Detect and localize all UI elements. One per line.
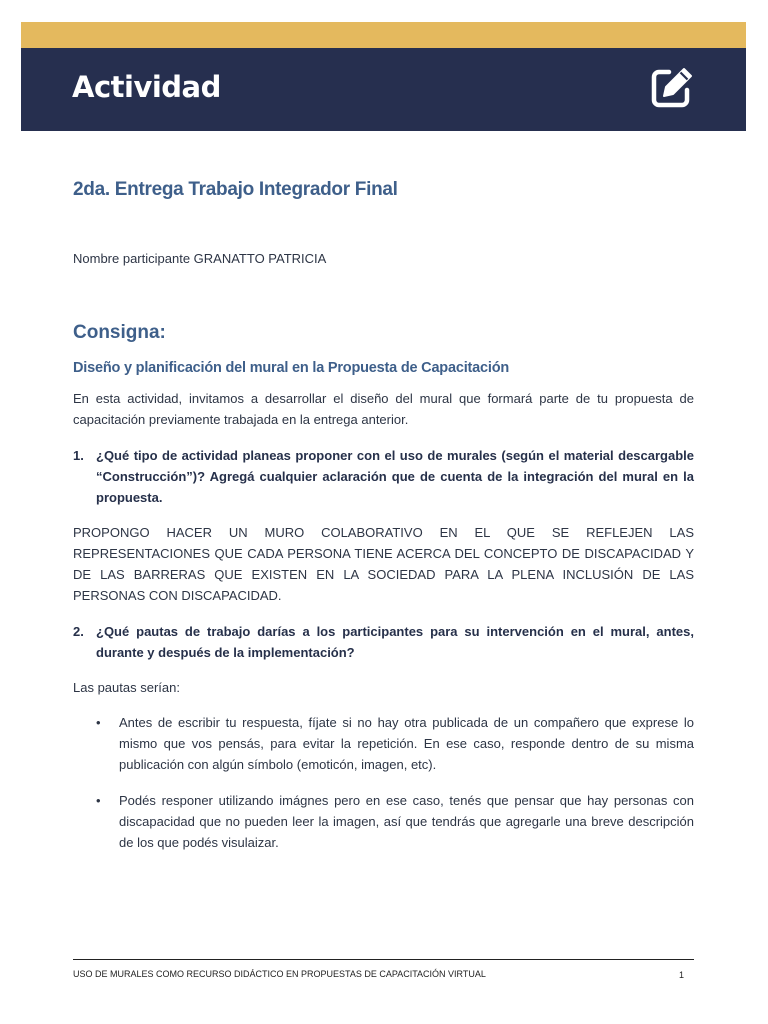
list-item: [96, 790, 694, 853]
page-number: 1: [679, 970, 685, 980]
answer-intro: Las pautas serían:: [73, 680, 180, 695]
document-title: 2da. Entrega Trabajo Integrador Final: [73, 179, 398, 200]
list-item-text: Antes de escribir tu respuesta, fíjate si no hay otra publicada de un compañero que exprese lo mismo que vos pensás, para evitar la repetición. En ese caso, responde dentro de su misma publicación con algún símbolo (emoticón, imagen, etc).: [119, 715, 694, 772]
bullet-icon: •: [96, 793, 101, 808]
participant-name: Nombre participante GRANATTO PATRICIA: [73, 251, 327, 266]
question-text: ¿Qué tipo de actividad planeas proponer con el uso de murales (según el material descargable “Construcción”)? Agregá cualquier aclaración que de cuenta de la integración del mural en la propuesta.: [96, 448, 694, 505]
intro-paragraph: En esta actividad, invitamos a desarrollar el diseño del mural que formará parte de tu propuesta de capacitación previamente trabajada en la entrega anterior.: [73, 391, 694, 427]
question-item: [73, 621, 694, 663]
question-number: 2.: [73, 624, 84, 639]
header-banner: [21, 48, 746, 131]
question-text: ¿Qué pautas de trabajo darías a los participantes para su intervención en el mural, antes, durante y después de la implementación?: [96, 624, 694, 660]
edit-icon: [647, 64, 695, 112]
consigna-heading: Consigna:: [73, 322, 166, 343]
answer-paragraph: PROPONGO HACER UN MURO COLABORATIVO EN EL QUE SE REFLEJEN LAS REPRESENTACIONES QUE CADA PERSONA TIENE ACERCA DEL CONCEPTO DE DISCAPACIDAD Y DE LAS BARRERAS QUE EXISTEN EN LA SOCIEDAD PARA LA PLENA INCLUSIÓN DE LAS PERSONAS CON DISCAPACIDAD.: [73, 525, 694, 603]
bullet-icon: •: [96, 715, 101, 730]
header-accent-stripe: [21, 22, 746, 48]
question-item: [73, 445, 694, 508]
footer-divider: [73, 959, 694, 960]
list-item: [96, 712, 694, 775]
footer-text: USO DE MURALES COMO RECURSO DIDÁCTICO EN PROPUESTAS DE CAPACITACIÓN VIRTUAL: [73, 969, 486, 979]
section-subheading: Diseño y planificación del mural en la Propuesta de Capacitación: [73, 360, 510, 376]
list-item-text: Podés responer utilizando imágnes pero en ese caso, tenés que pensar que hay personas con discapacidad que no pueden leer la imagen, así que tendrás que agregarle una breve descripción de los que podés visulaizar.: [119, 793, 694, 850]
question-number: 1.: [73, 448, 84, 463]
header-title: Actividad: [72, 70, 221, 104]
